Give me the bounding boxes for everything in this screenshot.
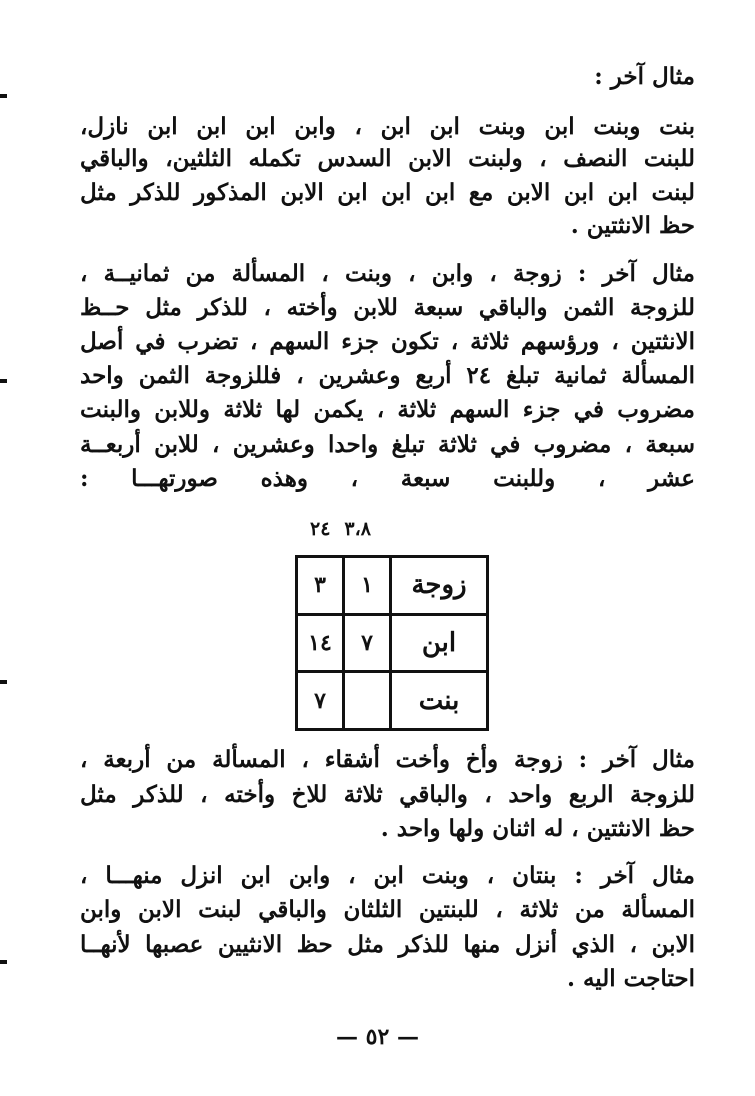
table-header-number: ٣،٨ <box>344 518 371 540</box>
inheritance-table <box>295 555 489 731</box>
page-number: — ٥٢ — <box>336 1024 419 1050</box>
table-header-number: ٢٤ <box>310 518 331 540</box>
share-cell: ٧ <box>344 614 391 672</box>
text-line: احتاجت اليه . <box>566 965 695 992</box>
margin-mark <box>0 379 7 383</box>
text-line: الابن ، الذي أنزل منها للذكر مثل حظ الانثيين عصبها لأنهــا <box>80 931 695 958</box>
text-line: الانثتين ، ورؤسهم ثلاثة ، تكون جزء السهم ، تضرب في أصل <box>80 328 695 355</box>
text-line: لبنت ابن ابن الابن مع ابن ابن ابن الابن المذكور للذكر مثل <box>80 179 695 206</box>
text-line: بنت وبنت ابن وبنت ابن ابن ، وابن ابن ابن ابن نازل، <box>80 113 695 140</box>
table-row <box>297 614 488 672</box>
text-line: المسألة من ثلاثة ، للبنتين الثلثان والباقي لبنت الابن وابن <box>80 896 695 923</box>
text-line: للزوجة الربع واحد ، والباقي ثلاثة للاخ وأخته ، للذكر مثل <box>80 781 695 808</box>
text-line: سبعة ، مضروب في ثلاثة تبلغ واحدا وعشرين ، للابن أربعــة <box>80 431 696 458</box>
text-line: للزوجة الثمن والباقي سبعة للابن وأخته ، للذكر مثل حــظ <box>80 294 695 321</box>
margin-mark <box>0 960 7 964</box>
example-heading: مثال آخر : <box>594 63 695 90</box>
margin-mark <box>0 680 7 684</box>
table-row <box>297 672 488 730</box>
text-line: للبنت النصف ، ولبنت الابن السدس تكمله الثلثين، والباقي <box>80 145 695 172</box>
text-line: عشر ، وللبنت سبعة ، وهذه صورتهـــا : <box>80 465 695 492</box>
table-row <box>297 557 488 615</box>
table-header-numbers <box>310 518 410 540</box>
result-cell: ١٤ <box>297 614 344 672</box>
result-cell: ٣ <box>297 557 344 615</box>
share-cell <box>344 672 391 730</box>
text-line: المسألة ثمانية تبلغ ٢٤ أربع وعشرين ، فللزوجة الثمن واحد <box>80 362 695 389</box>
text-line: مثال آخر : زوجة وأخ وأخت أشقاء ، المسألة من أربعة ، <box>80 746 695 773</box>
text-line: مثال آخر : بنتان ، وبنت ابن ، وابن ابن انزل منهـــا ، <box>80 862 695 889</box>
heir-cell: زوجة <box>391 557 488 615</box>
share-cell: ١ <box>344 557 391 615</box>
text-line: حظ الانثتين ، له اثنان ولها واحد . <box>380 815 695 842</box>
result-cell: ٧ <box>297 672 344 730</box>
heir-cell: ابن <box>391 614 488 672</box>
text-line: حظ الانثتين . <box>570 212 695 239</box>
text-line: مضروب في جزء السهم ثلاثة ، يكمن لها ثلاثة وللابن والبنت <box>80 396 695 423</box>
heir-cell: بنت <box>391 672 488 730</box>
text-line: مثال آخر : زوجة ، وابن ، وبنت ، المسألة من ثمانيــة ، <box>80 260 695 287</box>
margin-mark <box>0 94 7 98</box>
